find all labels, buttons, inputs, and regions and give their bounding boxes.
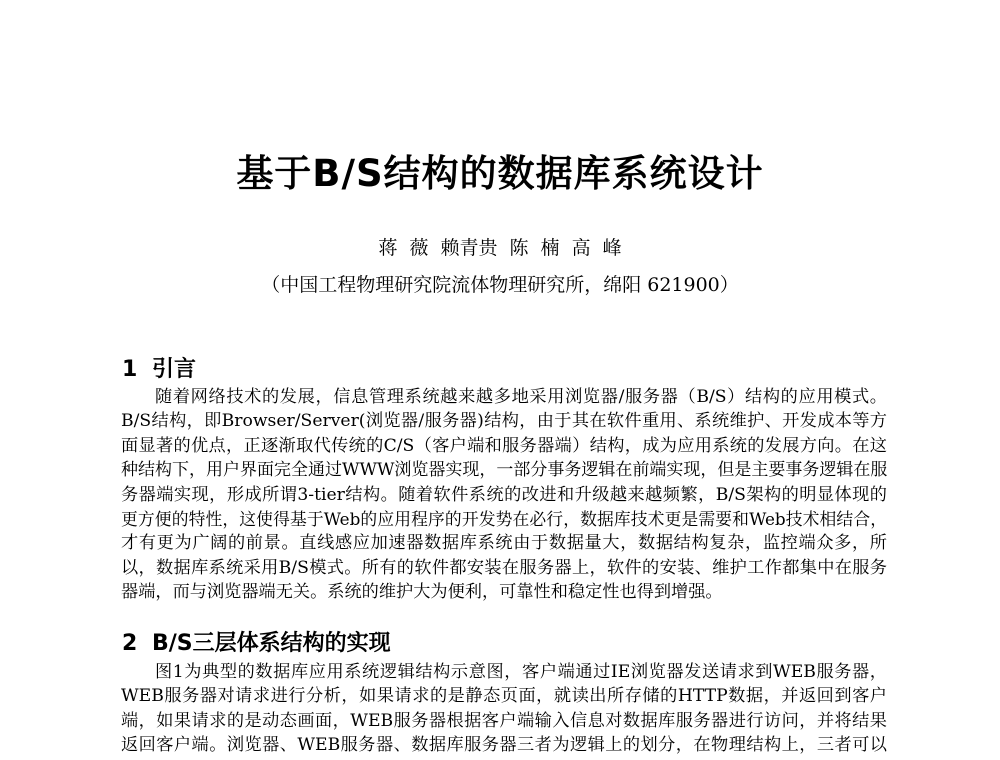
text-line: 以，数据库系统采用B/S模式。所有的软件都安装在服务器上，软件的安装、维护工作都集中在服务 xyxy=(121,557,887,578)
paper-title: 基于B/S结构的数据库系统设计 xyxy=(236,152,764,195)
text-line: B/S结构，即Browser/Server(浏览器/服务器)结构，由于其在软件重用、系统维护、开发成本等方 xyxy=(121,411,887,432)
section-heading-introduction xyxy=(122,352,196,383)
text-line: 务器端实现，形成所谓3-tier结构。随着软件系统的改进和升级越来越频繁，B/S架构的明显体现的 xyxy=(121,484,887,505)
introduction-paragraph xyxy=(121,385,887,605)
text-line: 返回客户端。浏览器、WEB服务器、数据库服务器三者为逻辑上的划分，在物理结构上，三者可以 xyxy=(121,735,887,756)
text-line: 才有更为广阔的前景。直线感应加速器数据库系统由于数据量大，数据结构复杂，监控端众多，所 xyxy=(121,533,887,554)
text-line: 随着网络技术的发展，信息管理系统越来越多地采用浏览器/服务器（B/S）结构的应用模式。 xyxy=(155,387,887,407)
text-line: 器端，而与浏览器端无关。系统的维护大为便利，可靠性和稳定性也得到增强。 xyxy=(121,582,723,603)
text-line: 更方便的特性，这使得基于Web的应用程序的开发势在必行，数据库技术更是需要和Web技术相结合， xyxy=(121,509,887,530)
text-line: WEB服务器对请求进行分析，如果请求的是静态页面，就读出所存储的HTTP数据，并返回到客户 xyxy=(121,686,887,707)
text-line: 图1为典型的数据库应用系统逻辑结构示意图，客户端通过IE浏览器发送请求到WEB服务器， xyxy=(155,662,887,682)
text-line: 种结构下，用户界面完全通过WWW浏览器实现，一部分事务逻辑在前端实现，但是主要事务逻辑在服 xyxy=(121,460,888,481)
architecture-paragraph xyxy=(121,660,887,758)
affiliation: （中国工程物理研究院流体物理研究所，绵阳 621900） xyxy=(261,274,739,296)
author-list: 蒋 薇 赖青贵 陈 楠 高 峰 xyxy=(378,237,622,259)
section-number: 1 xyxy=(122,357,138,382)
section-title: B/S三层体系结构的实现 xyxy=(152,631,391,656)
section-number: 2 xyxy=(122,631,138,656)
text-line: 面显著的优点，正逐渐取代传统的C/S（客户端和服务器端）结构，成为应用系统的发展方向。在这 xyxy=(121,435,887,456)
section-title: 引言 xyxy=(152,357,197,382)
section-heading-architecture xyxy=(122,626,391,657)
text-line: 端，如果请求的是动态画面，WEB服务器根据客户端输入信息对数据库服务器进行访问，并将结果 xyxy=(121,710,887,731)
